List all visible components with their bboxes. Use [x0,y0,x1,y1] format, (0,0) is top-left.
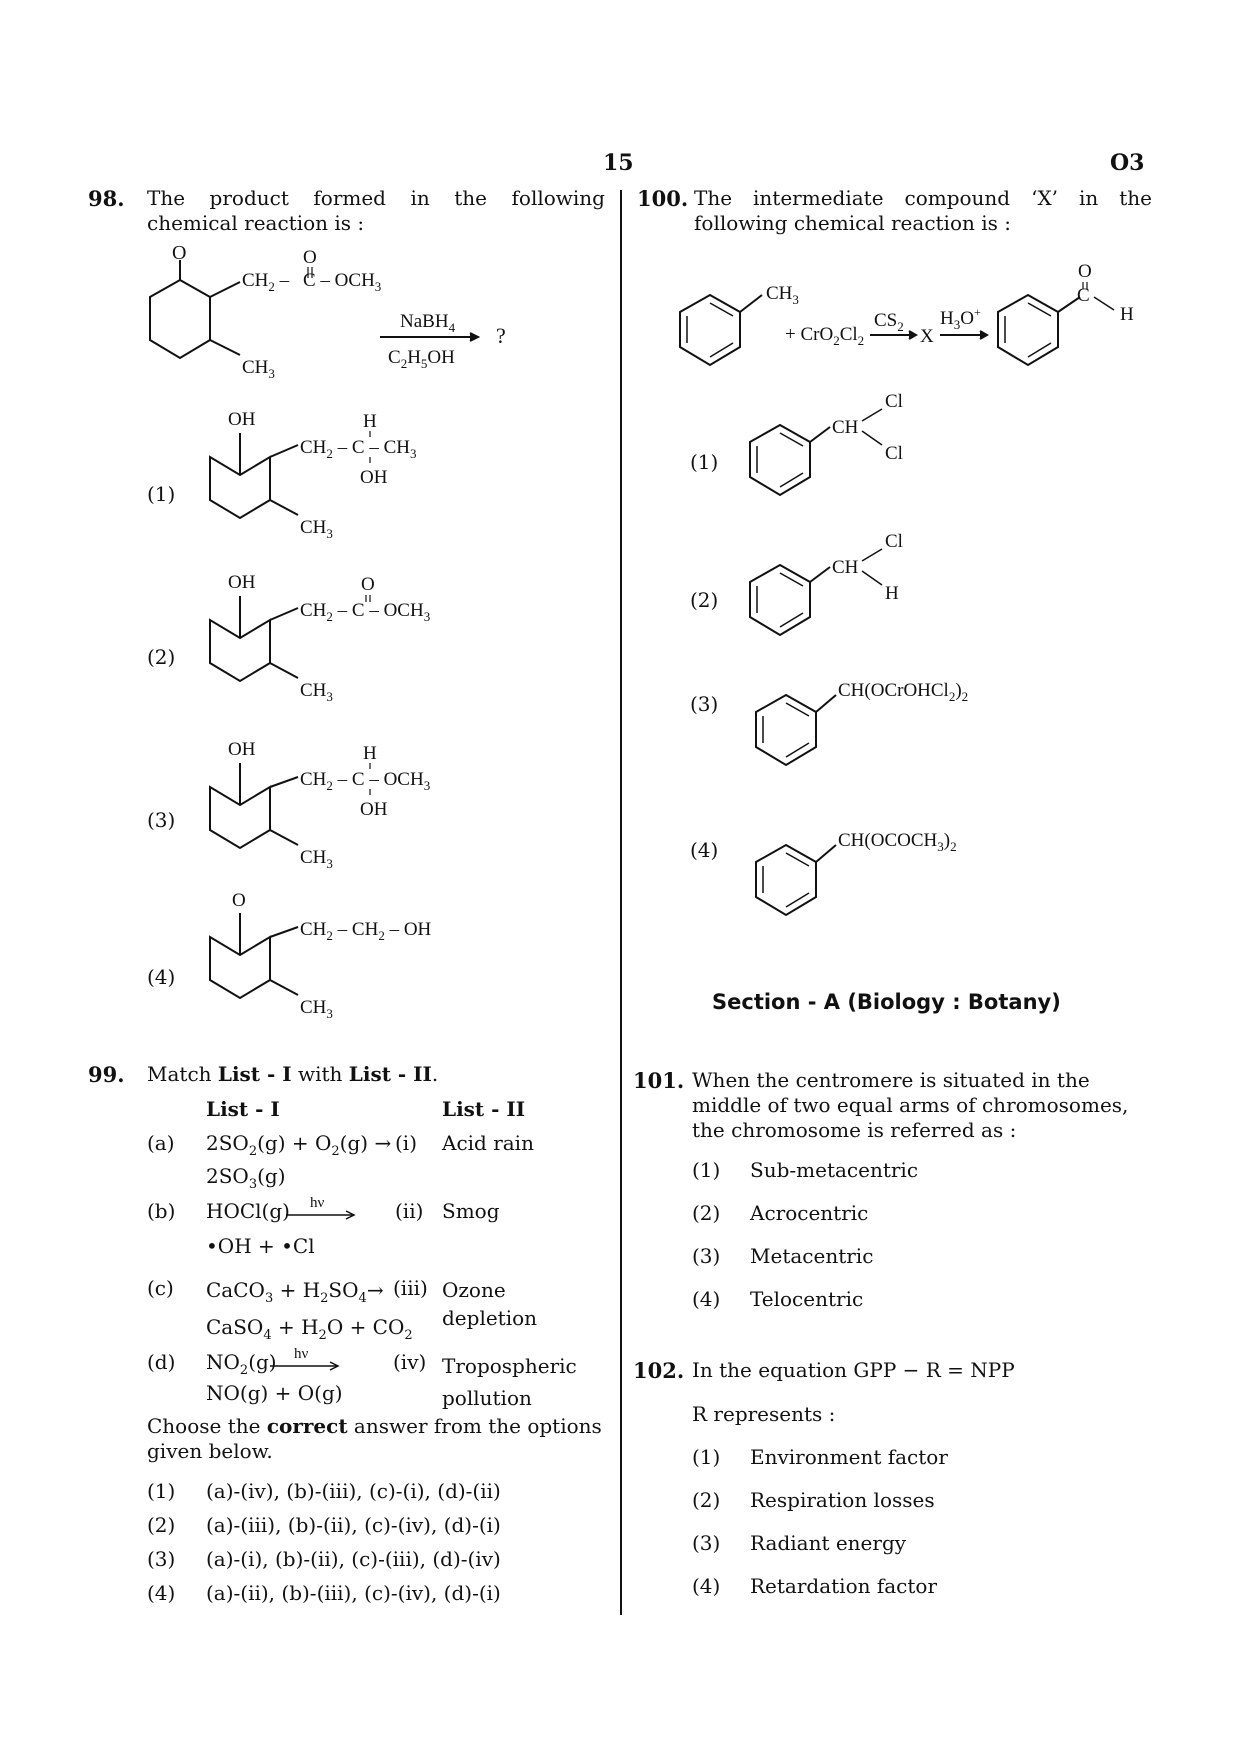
option-label[interactable]: (3) [147,808,176,832]
row-match: Tropospheric pollution [442,1354,577,1410]
reaction-scheme-98 [130,245,530,395]
option-label[interactable]: (3) [690,692,719,716]
reaction-d: $NO_2(g)$ [206,1350,277,1378]
svg-text:CH(OCrOHCl2)2: $CH(OCrOHCl_2)_2$ [838,680,969,704]
svg-text:CH3: $CH_3$ [300,517,333,541]
option-label[interactable]: (4) [692,1574,721,1598]
svg-text:OH: OH [228,572,256,593]
svg-text:CH3: $CH_3$ [242,357,275,381]
svg-text:C – OCH3: C – $OCH_3$ [303,270,382,294]
question-text: When the centromere is situated in the middle of two equal arms of chromosomes, the chromosome is referred as : [692,1068,1129,1142]
svg-text:CH(OCOCH3)2: $CH(OCOCH_3)_2$ [838,830,957,854]
question-text: The product formed in the following chemical reaction is : [147,186,605,235]
reaction-a: $2SO_2(g) + O_2(g)$ → $2SO_3(g)$ [206,1131,392,1192]
row-key: (d) [147,1350,176,1374]
question-text: In the equation GPP − R = NPP [692,1358,1015,1382]
row-match: Smog [442,1199,500,1223]
option-text[interactable]: (a)-(i), (b)-(ii), (c)-(iii), (d)-(iv) [206,1547,501,1571]
list2-header: List - II [442,1097,526,1121]
question-number: 100. [637,186,689,211]
option-label[interactable]: (2) [690,588,719,612]
svg-text:CH2 –: $CH_2$ – [242,270,290,294]
svg-text:CH: CH [832,557,859,578]
option-text[interactable]: (a)-(ii), (b)-(iii), (c)-(iv), (d)-(i) [206,1581,501,1605]
question-subtext: R represents : [692,1402,836,1426]
option-text[interactable]: (a)-(iv), (b)-(iii), (c)-(i), (d)-(ii) [206,1479,501,1503]
question-text: The intermediate compound ‘X’ in the following chemical reaction is : [694,186,1152,235]
svg-text:+ CrO2Cl2: + $CrO_2Cl_2$ [785,324,865,348]
svg-text:OH: OH [228,409,256,430]
row-key: (b) [147,1199,176,1223]
option-text[interactable]: Radiant energy [750,1531,907,1555]
option-label[interactable]: (1) [147,1479,176,1503]
option-structure-100-3 [742,665,1042,790]
row-key: (a) [147,1131,175,1155]
option-text[interactable]: (a)-(iii), (b)-(ii), (c)-(iv), (d)-(i) [206,1513,501,1537]
option-label[interactable]: (2) [147,645,176,669]
light-arrow [282,1195,362,1225]
choose-instruction: Choose the correct answer from the options given below. [147,1414,602,1463]
svg-text:CH3: $CH_3$ [766,283,799,307]
svg-text:H: H [885,583,899,604]
option-text[interactable]: Metacentric [750,1244,874,1268]
page-number: 15 [603,150,634,176]
section-title: Section - A (Biology : Botany) [712,990,1061,1014]
svg-text:CH: CH [832,417,859,438]
option-structure-100-2 [742,525,982,650]
reagent-bottom: $C_2H_5OH$ [388,347,455,371]
row-num: (iv) [393,1350,427,1374]
list1-header: List - I [206,1097,280,1121]
svg-text:O: O [303,247,317,268]
svg-text:CH3: $CH_3$ [300,680,333,704]
svg-text:Cl: Cl [885,531,903,552]
svg-text:OH: OH [228,739,256,760]
reaction-c: CaCO$_3$ + $H_2SO_4\to$ CaSO$_4$ + $H_2O + CO_2$ [206,1278,413,1343]
option-label[interactable]: (1) [692,1445,721,1469]
svg-text:H: H [363,411,377,432]
option-text[interactable]: Acrocentric [750,1201,869,1225]
svg-text:O: O [172,245,187,264]
svg-text:O: O [1078,261,1092,282]
row-match: Acid rain [442,1131,534,1155]
row-key: (c) [147,1276,174,1300]
svg-text:hν: hν [294,1346,309,1362]
option-label[interactable]: (3) [692,1531,721,1555]
svg-text:CS2: $CS_2$ [874,310,904,334]
svg-text:CH2 – C – OCH3: $CH_2$ – C – $OCH_3$ [300,769,431,793]
svg-text:OH: OH [360,799,388,820]
option-structure-98-1 [190,405,490,550]
paper-code: O3 [1110,150,1145,176]
question-number: 99. [88,1062,125,1087]
option-structure-98-2 [190,568,490,708]
svg-text:CH2 – C – OCH3: $CH_2$ – C – $OCH_3$ [300,600,431,624]
option-label[interactable]: (3) [147,1547,176,1571]
option-structure-100-1 [742,385,982,510]
option-text[interactable]: Telocentric [750,1287,864,1311]
question-number: 98. [88,186,125,211]
svg-text:CH3: $CH_3$ [300,997,333,1021]
reaction-d-products: NO(g) + O(g) [206,1381,343,1405]
option-label[interactable]: (4) [147,965,176,989]
question-mark: ? [496,323,506,348]
option-text[interactable]: Environment factor [750,1445,948,1469]
light-arrow [266,1346,346,1376]
svg-text:H: H [1120,304,1134,325]
svg-text:hν: hν [310,1195,325,1211]
reaction-b-products: •OH + •Cl [206,1234,315,1258]
svg-text:O: O [361,574,375,595]
svg-text:Cl: Cl [885,391,903,412]
svg-text:O: O [232,890,246,911]
question-text: Match List - I with List - II. [147,1062,439,1086]
svg-text:X: X [920,326,934,347]
option-text[interactable]: Sub-metacentric [750,1158,919,1182]
option-structure-100-4 [742,815,1042,940]
reaction-scheme-100 [672,255,1150,380]
svg-text:Cl: Cl [885,443,903,464]
svg-text:CH2 – CH2 – OH: $CH_2 - CH_2$ – OH [300,919,432,943]
option-structure-98-3 [190,735,490,875]
option-label[interactable]: (2) [692,1488,721,1512]
column-divider [620,190,622,1615]
option-label[interactable]: (1) [692,1158,721,1182]
svg-text:OH: OH [360,467,388,488]
option-label[interactable]: (4) [147,1581,176,1605]
svg-text:C: C [1077,285,1090,306]
svg-text:CH2 – C – CH3: $CH_2$ – C – $CH_3$ [300,437,417,461]
option-label[interactable]: (2) [692,1201,721,1225]
question-number: 101. [633,1068,685,1093]
row-num: (i) [395,1131,418,1155]
svg-text:H3O+: $H_3O^+$ [940,305,981,332]
option-text[interactable]: Retardation factor [750,1574,938,1598]
option-label[interactable]: (3) [692,1244,721,1268]
svg-text:CH3: $CH_3$ [300,847,333,871]
option-label[interactable]: (2) [147,1513,176,1537]
reaction-b: HOCl(g) [206,1199,290,1223]
svg-text:H: H [363,743,377,764]
reagent-top: NaBH$_4$ [400,311,456,335]
option-label[interactable]: (1) [147,482,176,506]
row-num: (ii) [395,1199,424,1223]
option-label[interactable]: (1) [690,450,719,474]
option-structure-98-4 [190,885,490,1030]
question-number: 102. [633,1358,685,1383]
option-label[interactable]: (4) [690,838,719,862]
option-text[interactable]: Respiration losses [750,1488,935,1512]
row-num: (iii) [393,1276,428,1300]
option-label[interactable]: (4) [692,1287,721,1311]
row-match: Ozone depletion [442,1278,538,1330]
